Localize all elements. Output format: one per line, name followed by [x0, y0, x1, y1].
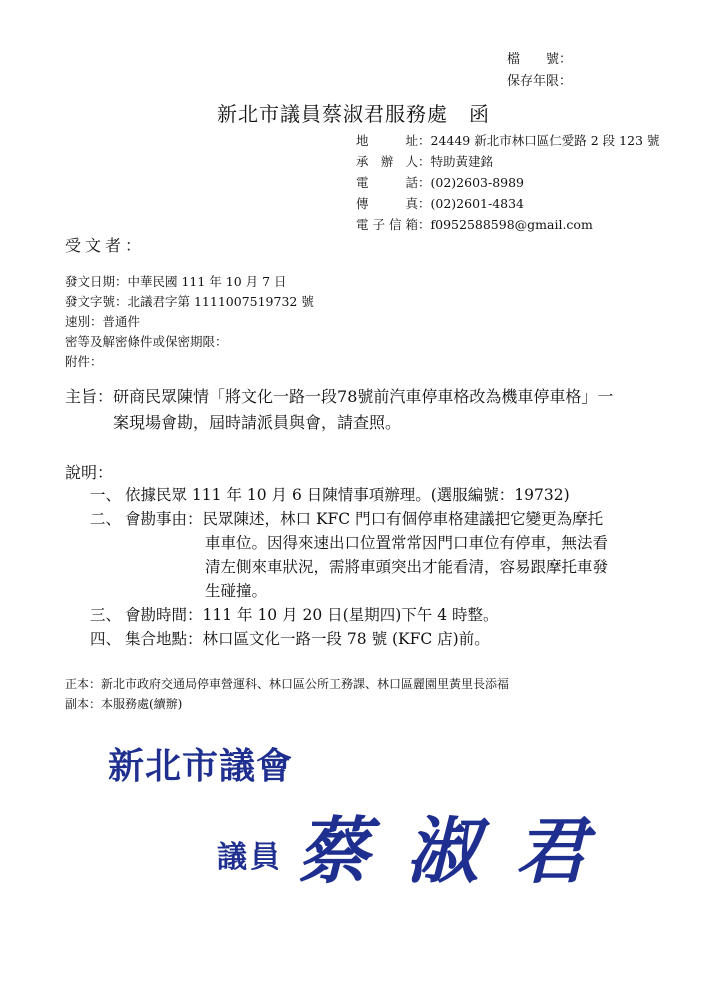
- councilor-name-signature: 蔡 淑 君: [297, 808, 594, 893]
- councilor-title-stamp: 議員: [217, 840, 283, 875]
- document-title: 新北市議員蔡淑君服務處 函: [217, 102, 490, 126]
- speed-class: 速別：普通件: [65, 314, 141, 329]
- retention-period-label: 保存年限：: [507, 74, 573, 89]
- issue-number: 發文字號：北議君字第 1111007519732 號: [65, 294, 314, 309]
- main-copy: 正本：新北市政府交通局停車營運科、林口區公所工務課、林口區麗園里黃里長添福: [65, 677, 510, 691]
- item-line: 民眾陳述，林口 KFC 門口有個停車格建議把它變更為摩托: [202, 510, 604, 528]
- item-number: 三、: [90, 606, 122, 624]
- item-heading: 會勘事由：: [125, 510, 203, 528]
- file-number-label: 檔 號：: [507, 52, 573, 67]
- issue-date: 發文日期：中華民國 111 年 10 月 7 日: [65, 274, 287, 289]
- item-number: 四、: [90, 630, 122, 648]
- subject-block: [65, 384, 665, 436]
- explanation-label: 說明：: [65, 463, 114, 482]
- meta-block: [65, 272, 314, 372]
- item-number: 一、: [90, 486, 122, 504]
- contact-handler: 承辦人：特助黃建銘: [356, 154, 494, 169]
- secondary-copy: 副本：本服務處(續辦): [65, 697, 183, 711]
- subject-line-1: 研商民眾陳情「將文化一路一段78號前汽車停車格改為機車停車格」一: [113, 387, 614, 406]
- item-line: 車車位。因得來速出口位置常常因門口車位有停車，無法看: [205, 534, 609, 552]
- item-line: 清左側來車狀況，需將車頭突出才能看清，容易跟摩托車發: [205, 558, 609, 576]
- contact-phone: 電話：(02)2603-8989: [356, 175, 525, 190]
- contact-email: 電子信箱：f0952588598@gmail.com: [356, 217, 593, 232]
- item-text: 會勘時間：111 年 10 月 20 日(星期四)下午 4 時整。: [125, 606, 499, 624]
- item-number: 二、: [90, 510, 122, 528]
- explanation-item-4: [90, 627, 670, 651]
- recipient-label: 受文者：: [65, 236, 146, 255]
- item-text: 集合地點：林口區文化一路一段 78 號 (KFC 店)前。: [125, 630, 490, 648]
- copies-block: [65, 674, 509, 714]
- contact-fax: 傳真：(02)2601-4834: [356, 196, 525, 211]
- item-text: 依據民眾 111 年 10 月 6 日陳情事項辦理。(選服編號：19732): [125, 486, 570, 504]
- item-line: 生碰撞。: [205, 582, 268, 600]
- subject-label: 主旨：: [65, 387, 114, 406]
- council-seal-text: 新北市議會: [108, 745, 294, 787]
- contact-block: [356, 130, 659, 235]
- explanation-item-1: [90, 483, 670, 507]
- explanation-item-2: [90, 507, 670, 603]
- contact-address: 地址：24449 新北市林口區仁愛路 2 段 123 號: [356, 133, 660, 148]
- explanation-item-3: [90, 603, 670, 627]
- subject-line-2: 案現場會勘，屆時請派員與會，請查照。: [113, 413, 402, 432]
- secrecy-level: 密等及解密條件或保密期限：: [65, 334, 228, 349]
- attachment: 附件：: [65, 354, 103, 369]
